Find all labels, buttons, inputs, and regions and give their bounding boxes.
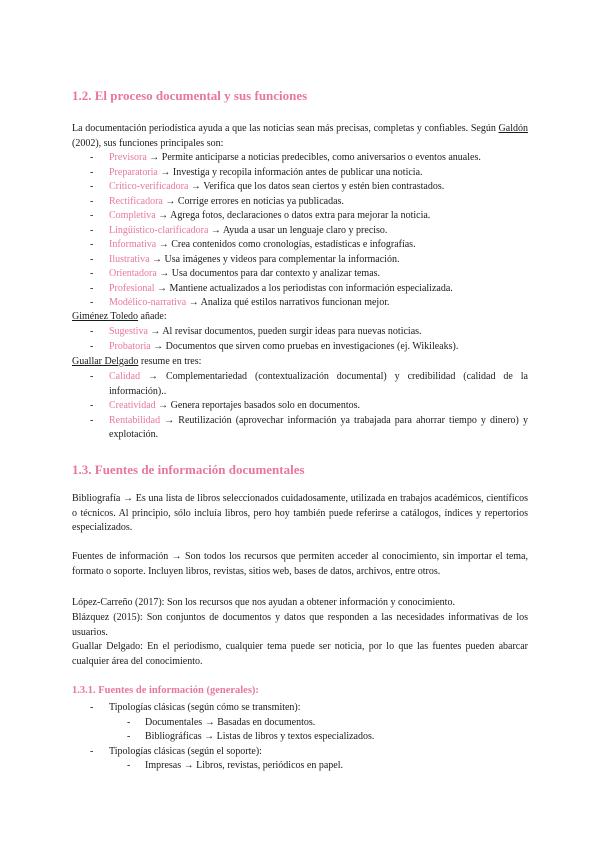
function-term: Preparatoria bbox=[109, 166, 158, 178]
gimenez-functions-list bbox=[72, 325, 528, 354]
list-item bbox=[72, 325, 528, 340]
list-item bbox=[72, 151, 528, 166]
list-subitem: - Documentales → Basadas en documentos. bbox=[90, 716, 528, 731]
function-desc: → Verifica que los datos sean ciertos y estén bien contrastados. bbox=[188, 181, 445, 192]
function-desc: → Complementariedad (contextualización documental) y credibilidad (calidad de la información).. bbox=[109, 371, 528, 397]
function-desc: → Crea contenidos como cronologías, estadísticas e infografías. bbox=[156, 239, 416, 250]
guallar-intro bbox=[72, 355, 201, 370]
gimenez-rest: añade: bbox=[138, 311, 167, 322]
function-desc: → Permite anticiparse a noticias predecibles, como aniversarios o eventos anuales. bbox=[146, 152, 481, 163]
function-term: Completiva bbox=[109, 210, 156, 221]
author-guallar: Guallar Delgado bbox=[72, 356, 139, 367]
intro-text: La documentación periodística ayuda a que las noticias sean más precisas, completas y confiables. Según bbox=[72, 123, 499, 134]
list-item bbox=[72, 180, 528, 195]
function-desc: → Documentos que sirven como pruebas en investigaciones (ej. Wikileaks). bbox=[150, 340, 459, 352]
guallar-functions-list bbox=[72, 370, 528, 443]
list-item bbox=[72, 340, 528, 355]
list-item bbox=[72, 399, 528, 414]
list-item bbox=[72, 253, 528, 268]
typologies-list bbox=[90, 701, 528, 774]
function-term: Previsora bbox=[109, 152, 147, 163]
function-desc: → Usa imágenes y videos para complementar la información. bbox=[149, 253, 400, 265]
function-term: Probatoria bbox=[109, 340, 151, 352]
guallar-rest: resume en tres: bbox=[138, 356, 202, 367]
function-term: Profesional bbox=[109, 282, 155, 294]
list-item bbox=[72, 267, 528, 282]
function-desc: → Usa documentos para dar contexto y analizar temas. bbox=[156, 268, 381, 279]
function-desc: → Mantiene actualizados a los periodistas con información especializada. bbox=[154, 282, 453, 294]
function-term: Crítico-verificadora bbox=[109, 181, 189, 192]
list-item: - Tipologías clásicas (según cómo se transmiten): bbox=[90, 701, 528, 716]
list-subitem: - Bibliográficas → Listas de libros y textos especializados. bbox=[90, 730, 528, 745]
function-desc: → Reutilización (aprovechar información ya trabajada para ahorrar tiempo y dinero) y explotación. bbox=[109, 414, 528, 440]
list-item bbox=[72, 224, 528, 239]
function-term: Creatividad bbox=[109, 400, 156, 411]
function-desc: → Ayuda a usar un lenguaje claro y preciso. bbox=[208, 224, 388, 236]
function-term: Sugestiva bbox=[109, 326, 148, 337]
function-desc: → Analiza qué estilos narrativos funcionan mejor. bbox=[186, 297, 390, 308]
intro-rest: (2002), sus funciones principales son: bbox=[72, 137, 224, 149]
section-heading-1-3-1: 1.3.1. Fuentes de información (generales): bbox=[72, 685, 259, 696]
function-desc: → Al revisar documentos, pueden surgir ideas para nuevas noticias. bbox=[147, 326, 422, 337]
author-gimenez: Giménez Toledo bbox=[72, 311, 139, 322]
gimenez-intro bbox=[72, 310, 167, 325]
function-term: Calidad bbox=[109, 371, 141, 382]
bibliografia-paragraph: Bibliografía → Es una lista de libros seleccionados cuidadosamente, utilizada en trabajos académicos, científicos o técnicos. Al principio, sólo incluía libros, pero hoy también puede referirse a catálogos, índices y repertorios especializados. bbox=[72, 493, 528, 533]
lopez-paragraph: López-Carreño (2017): Son los recursos que nos ayudan a obtener información y conocimiento. bbox=[72, 597, 455, 608]
function-term: Informativa bbox=[109, 239, 157, 250]
author-galdon: Galdón bbox=[498, 123, 528, 134]
list-item bbox=[72, 282, 528, 297]
list-item bbox=[72, 370, 528, 399]
list-subitem: - Impresas → Libros, revistas, periódicos en papel. bbox=[90, 759, 528, 774]
function-desc: → Investiga y recopila información antes de publicar una noticia. bbox=[157, 166, 423, 178]
function-term: Rentabilidad bbox=[109, 414, 161, 426]
section-heading-1-2: 1.2. El proceso documental y sus funciones bbox=[72, 88, 308, 103]
list-item bbox=[72, 238, 528, 253]
function-term: Ilustrativa bbox=[109, 253, 150, 265]
guallar-paragraph: Guallar Delgado: En el periodismo, cualquier tema puede ser noticia, por lo que las fuentes pueden abarcar cualquier área del conocimiento. bbox=[72, 641, 528, 667]
section-heading-1-3: 1.3. Fuentes de información documentales bbox=[72, 462, 305, 477]
galdon-functions-list bbox=[72, 151, 528, 311]
function-term: Modélico-narrativa bbox=[109, 297, 187, 308]
function-desc: → Genera reportajes basados solo en documentos. bbox=[155, 400, 361, 411]
function-term: Lingüístico-clarificadora bbox=[109, 224, 209, 236]
list-item bbox=[72, 296, 528, 311]
list-item bbox=[72, 209, 528, 224]
function-term: Rectificadora bbox=[109, 195, 163, 207]
function-desc: → Agrega fotos, declaraciones o datos extra para mejorar la noticia. bbox=[155, 210, 431, 221]
fuentes-paragraph: Fuentes de información → Son todos los recursos que permiten acceder al conocimiento, sin importar el tema, formato o soporte. Incluyen libros, revistas, sitios web, bases de datos, archivos, entre otros. bbox=[72, 551, 528, 577]
list-item: - Tipologías clásicas (según el soporte): bbox=[90, 745, 528, 760]
blazquez-paragraph: Blázquez (2015): Son conjuntos de documentos y datos que responden a las necesidades informativas de los usuarios. bbox=[72, 612, 528, 638]
intro-paragraph bbox=[72, 122, 528, 151]
list-item bbox=[72, 195, 528, 210]
function-term: Orientadora bbox=[109, 268, 157, 279]
function-desc: → Corrige errores en noticias ya publicadas. bbox=[162, 195, 344, 207]
list-item bbox=[72, 414, 528, 443]
list-item bbox=[72, 166, 528, 181]
